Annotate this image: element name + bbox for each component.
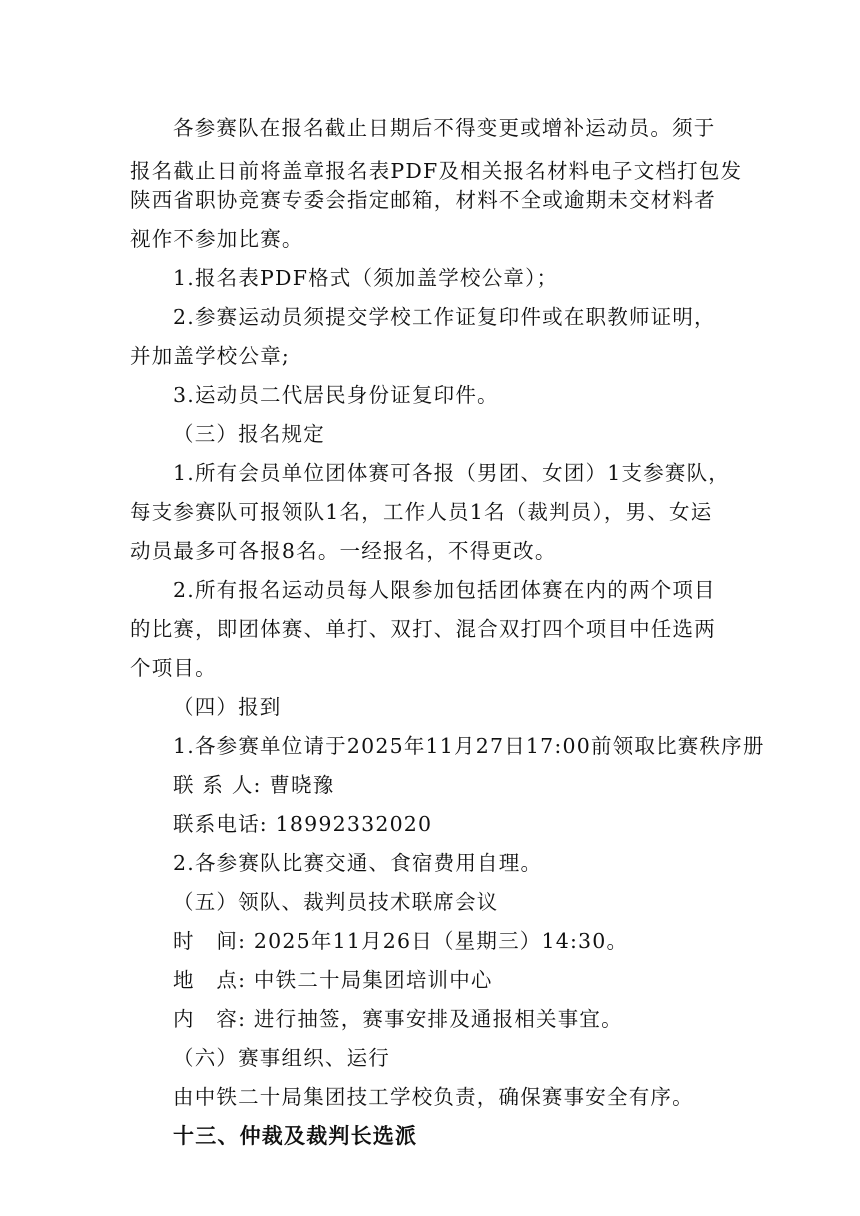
paragraph-line: 由中铁二十局集团技工学校负责，确保赛事安全有序。 bbox=[173, 1085, 694, 1109]
list-item: 1.所有会员单位团体赛可各报（男团、女团）1支参赛队， bbox=[173, 461, 731, 485]
list-item: 3.运动员二代居民身份证复印件。 bbox=[173, 383, 499, 407]
paragraph-line: 并加盖学校公章; bbox=[130, 344, 291, 368]
list-item: 1.各参赛单位请于2025年11月27日17:00前领取比赛秩序册 bbox=[173, 734, 765, 758]
chapter-heading: 十三、仲裁及裁判长选派 bbox=[173, 1124, 418, 1148]
section-heading: （三）报名规定 bbox=[173, 422, 325, 446]
section-heading: （六）赛事组织、运行 bbox=[173, 1046, 390, 1070]
paragraph-line: 每支参赛队可报领队1名，工作人员1名（裁判员），男、女运 bbox=[130, 500, 713, 524]
section-heading: （五）领队、裁判员技术联席会议 bbox=[173, 890, 499, 914]
list-item: 2.各参赛队比赛交通、食宿费用自理。 bbox=[173, 851, 543, 875]
contact-phone: 联系电话: 18992332020 bbox=[173, 812, 433, 836]
contact-person: 联 系 人: 曹晓豫 bbox=[173, 773, 335, 797]
paragraph-line: 视作不参加比赛。 bbox=[130, 227, 304, 251]
paragraph-line: 个项目。 bbox=[130, 656, 217, 680]
paragraph-line: 报名截止日前将盖章报名表PDF及相关报名材料电子文档打包发 bbox=[130, 159, 743, 183]
paragraph-line: 陕西省职协竞赛专委会指定邮箱，材料不全或逾期未交材料者 bbox=[130, 188, 716, 212]
paragraph-line: 各参赛队在报名截止日期后不得变更或增补运动员。须于 bbox=[173, 116, 716, 140]
paragraph-line: 动员最多可各报8名。一经报名，不得更改。 bbox=[130, 539, 557, 563]
section-heading: （四）报到 bbox=[173, 695, 282, 719]
list-item: 1.报名表PDF格式（须加盖学校公章）； bbox=[173, 266, 559, 290]
meeting-place: 地 点: 中铁二十局集团培训中心 bbox=[173, 968, 493, 992]
list-item: 2.参赛运动员须提交学校工作证复印件或在职教师证明， bbox=[173, 305, 716, 329]
meeting-content: 内 容: 进行抽签，赛事安排及通报相关事宜。 bbox=[173, 1007, 623, 1031]
meeting-time: 时 间: 2025年11月26日（星期三）14:30。 bbox=[173, 929, 629, 953]
list-item: 2.所有报名运动员每人限参加包括团体赛在内的两个项目 bbox=[173, 578, 716, 602]
paragraph-line: 的比赛，即团体赛、单打、双打、混合双打四个项目中任选两 bbox=[130, 617, 716, 641]
